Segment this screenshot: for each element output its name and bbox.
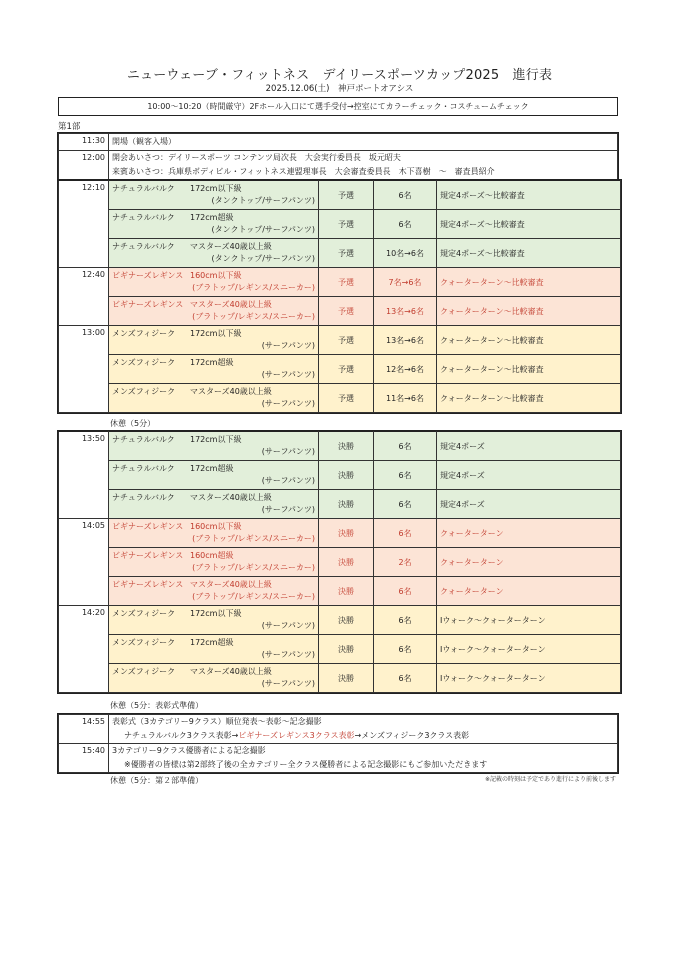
description-line: 開会あいさつ：デイリースポーツ コンテンツ局次長 大会実行委員長 坂元昭夫: [112, 153, 401, 162]
count-cell: 13名→6名: [374, 326, 437, 355]
class-name: 160cm以下級: [190, 522, 242, 531]
count-cell: 6名: [374, 606, 437, 635]
time-cell: 12:10: [59, 181, 109, 268]
schedule-row: [59, 210, 621, 239]
note-cell: クォーターターン〜比較審査: [437, 297, 621, 326]
category-name: メンズフィジーク: [112, 387, 176, 396]
schedule-row: [59, 635, 621, 664]
count-cell: 6名: [374, 490, 437, 519]
schedule-row: [59, 461, 621, 490]
note-cell: クォーターターン〜比較審査: [437, 326, 621, 355]
category-cell: [109, 519, 319, 548]
class-name: マスターズ40歳以上級: [190, 667, 272, 676]
category-name: メンズフィジーク: [112, 609, 176, 618]
category-line: [112, 386, 315, 398]
note-cell: クォーターターン: [437, 577, 621, 606]
attire: (サーフパンツ): [261, 621, 315, 630]
class-name: マスターズ40歳以上級: [190, 387, 272, 396]
attire: (サーフパンツ): [261, 505, 315, 514]
time-cell: 14:20: [59, 606, 109, 693]
description-part: ※優勝者の皆様は第2部終了後の全カテゴリー全クラス優勝者による記念撮影にもご参加いただきます: [124, 760, 488, 769]
page-title: ニューウェーブ・フィットネス デイリースポーツカップ2025 進行表: [126, 68, 553, 83]
count-cell: 6名: [374, 577, 437, 606]
stage-cell: 予選: [319, 239, 374, 268]
note-cell: 規定4ポーズ〜比較審査: [437, 181, 621, 210]
category-line: [112, 270, 315, 282]
note-cell: クォーターターン〜比較審査: [437, 268, 621, 297]
category-line: [112, 637, 315, 649]
description-cell: [109, 744, 618, 773]
description-line: 表彰式（3カテゴリー9クラス）順位発表〜表彰〜記念撮影: [112, 717, 322, 726]
count-cell: 12名→6名: [374, 355, 437, 384]
note-cell: クォーターターン〜比較審査: [437, 384, 621, 413]
category-name: メンズフィジーク: [112, 358, 176, 367]
time-cell: 11:30: [59, 134, 109, 151]
time-cell: 13:00: [59, 326, 109, 413]
attire: (サーフパンツ): [261, 341, 315, 350]
schedule-row: [59, 355, 621, 384]
attire: (ブラトップ/レギンス/スニーカー): [192, 592, 315, 601]
category-cell: [109, 461, 319, 490]
attire: (サーフパンツ): [261, 679, 315, 688]
time-cell: 14:55: [59, 715, 109, 744]
schedule-row: [59, 297, 621, 326]
opening-row: [59, 134, 618, 151]
schedule-row: [59, 606, 621, 635]
note-cell: 規定4ポーズ: [437, 432, 621, 461]
class-name: 172cm以下級: [190, 435, 242, 444]
category-cell: [109, 268, 319, 297]
attire: (ブラトップ/レギンス/スニーカー): [192, 312, 315, 321]
category-cell: [109, 297, 319, 326]
note-cell: Iウォーク〜クォーターターン: [437, 635, 621, 664]
schedule-row: [59, 432, 621, 461]
class-name: 172cm超級: [190, 213, 234, 222]
note-cell: クォーターターン: [437, 548, 621, 577]
stage-cell: 決勝: [319, 490, 374, 519]
category-line: [112, 666, 315, 678]
stage-cell: 予選: [319, 355, 374, 384]
count-cell: 10名→6名: [374, 239, 437, 268]
event-date-venue: 2025.12.06(土) 神戸ポートオアシス: [265, 84, 414, 94]
class-name: 172cm超級: [190, 464, 234, 473]
category-line: [112, 299, 315, 311]
schedule-row: [59, 490, 621, 519]
category-cell: [109, 432, 319, 461]
count-cell: 7名→6名: [374, 268, 437, 297]
category-line: [112, 183, 315, 195]
class-name: 160cm以下級: [190, 271, 242, 280]
description-subline: [112, 729, 614, 743]
stage-cell: 決勝: [319, 577, 374, 606]
attire: (サーフパンツ): [261, 370, 315, 379]
category-name: ビギナーズレギンス: [112, 522, 184, 531]
category-name: ナチュラルバルク: [112, 493, 175, 502]
schedule-row: [59, 239, 621, 268]
category-name: ナチュラルバルク: [112, 435, 175, 444]
category-name: ナチュラルバルク: [112, 184, 175, 193]
description-subline: [112, 758, 614, 772]
category-cell: [109, 664, 319, 693]
count-cell: 2名: [374, 548, 437, 577]
stage-cell: 予選: [319, 268, 374, 297]
note-cell: クォーターターン: [437, 519, 621, 548]
category-cell: [109, 548, 319, 577]
stage-cell: 予選: [319, 326, 374, 355]
category-line: [112, 434, 315, 446]
class-name: マスターズ40歳以上級: [190, 493, 272, 502]
category-line: [112, 328, 315, 340]
category-cell: [109, 355, 319, 384]
note-cell: Iウォーク〜クォーターターン: [437, 664, 621, 693]
category-line: [112, 463, 315, 475]
class-name: マスターズ40歳以上級: [190, 300, 272, 309]
count-cell: 6名: [374, 635, 437, 664]
class-name: 172cm超級: [190, 358, 234, 367]
schedule-row: [59, 664, 621, 693]
class-name: 160cm超級: [190, 551, 234, 560]
category-name: ナチュラルバルク: [112, 464, 175, 473]
category-line: [112, 212, 315, 224]
attire: (サーフパンツ): [261, 476, 315, 485]
stage-cell: 決勝: [319, 606, 374, 635]
schedule-row: [59, 268, 621, 297]
time-cell: 12:40: [59, 268, 109, 326]
schedule-row: [59, 181, 621, 210]
category-cell: [109, 210, 319, 239]
note-cell: 規定4ポーズ〜比較審査: [437, 239, 621, 268]
description-cell: [109, 151, 618, 180]
stage-cell: 決勝: [319, 461, 374, 490]
count-cell: 6名: [374, 461, 437, 490]
stage-cell: 予選: [319, 297, 374, 326]
schedule-row: [59, 326, 621, 355]
attire: (ブラトップ/レギンス/スニーカー): [192, 563, 315, 572]
description-line: 来賓あいさつ：兵庫県ボディビル・フィットネス連盟理事長 大会審査委員長 木下喜樹 〜 審査員紹介: [112, 167, 495, 176]
category-line: [112, 357, 315, 369]
class-name: 172cm以下級: [190, 329, 242, 338]
category-cell: [109, 490, 319, 519]
category-cell: [109, 181, 319, 210]
category-name: ナチュラルバルク: [112, 242, 175, 251]
opening-table: [58, 133, 618, 180]
note-cell: 規定4ポーズ〜比較審査: [437, 210, 621, 239]
category-name: メンズフィジーク: [112, 329, 176, 338]
note-cell: 規定4ポーズ: [437, 461, 621, 490]
category-name: ナチュラルバルク: [112, 213, 175, 222]
count-cell: 13名→6名: [374, 297, 437, 326]
registration-notice: 10:00〜10:20（時間厳守）2Fホール入口にて選手受付→控室にてカラーチェック・コスチュームチェック: [58, 97, 618, 116]
stage-cell: 予選: [319, 210, 374, 239]
opening-row: [59, 151, 618, 180]
class-name: 172cm以下級: [190, 184, 242, 193]
category-cell: [109, 384, 319, 413]
prelim-schedule-table: [58, 180, 621, 413]
schedule-row: [59, 548, 621, 577]
section-label: 第1部: [58, 122, 81, 132]
time-cell: 12:00: [59, 151, 109, 180]
category-name: ビギナーズレギンス: [112, 271, 184, 280]
attire: (ブラトップ/レギンス/スニーカー): [192, 534, 315, 543]
category-line: [112, 241, 315, 253]
count-cell: 6名: [374, 210, 437, 239]
category-cell: [109, 577, 319, 606]
attire: (ブラトップ/レギンス/スニーカー): [192, 283, 315, 292]
break-1: 休憩（5分）: [110, 419, 156, 428]
class-name: マスターズ40歳以上級: [190, 242, 272, 251]
stage-cell: 決勝: [319, 664, 374, 693]
count-cell: 6名: [374, 432, 437, 461]
category-cell: [109, 606, 319, 635]
stage-cell: 予選: [319, 384, 374, 413]
count-cell: 6名: [374, 664, 437, 693]
time-cell: 14:05: [59, 519, 109, 606]
note-cell: Iウォーク〜クォーターターン: [437, 606, 621, 635]
class-name: マスターズ40歳以上級: [190, 580, 272, 589]
count-cell: 6名: [374, 519, 437, 548]
attire: (サーフパンツ): [261, 650, 315, 659]
category-line: [112, 550, 315, 562]
awards-table: [58, 714, 618, 773]
category-cell: [109, 635, 319, 664]
description-cell: [109, 715, 618, 744]
stage-cell: 予選: [319, 181, 374, 210]
footnote: ※記載の時刻は予定であり進行により前後します: [484, 776, 616, 783]
stage-cell: 決勝: [319, 519, 374, 548]
category-line: [112, 579, 315, 591]
awards-row: [59, 744, 618, 773]
class-name: 172cm以下級: [190, 609, 242, 618]
time-cell: 13:50: [59, 432, 109, 519]
description-line: 開場（観客入場）: [112, 137, 176, 146]
category-name: ビギナーズレギンス: [112, 300, 184, 309]
category-line: [112, 521, 315, 533]
category-line: [112, 492, 315, 504]
category-line: [112, 608, 315, 620]
description-line: 3カテゴリー9クラス優勝者による記念撮影: [112, 746, 266, 755]
attire: (タンクトップ/サーフパンツ): [211, 196, 315, 205]
note-cell: クォーターターン〜比較審査: [437, 355, 621, 384]
break-3: 休憩（5分：第２部準備）: [110, 776, 204, 785]
attire: (タンクトップ/サーフパンツ): [211, 225, 315, 234]
count-cell: 6名: [374, 181, 437, 210]
stage-cell: 決勝: [319, 548, 374, 577]
description-part: ナチュラルバルク3クラス表彰→: [124, 731, 239, 740]
description-part: ビギナーズレギンス3クラス表彰: [238, 731, 355, 740]
awards-row: [59, 715, 618, 744]
time-cell: 15:40: [59, 744, 109, 773]
break-2: 休憩（5分：表彰式準備）: [110, 701, 204, 710]
attire: (サーフパンツ): [261, 399, 315, 408]
category-cell: [109, 239, 319, 268]
schedule-row: [59, 577, 621, 606]
attire: (タンクトップ/サーフパンツ): [211, 254, 315, 263]
schedule-row: [59, 384, 621, 413]
stage-cell: 決勝: [319, 635, 374, 664]
class-name: 172cm超級: [190, 638, 234, 647]
category-name: ビギナーズレギンス: [112, 580, 184, 589]
description-cell: [109, 134, 618, 151]
schedule-row: [59, 519, 621, 548]
category-name: ビギナーズレギンス: [112, 551, 184, 560]
final-schedule-table: [58, 431, 621, 693]
category-cell: [109, 326, 319, 355]
description-part: →メンズフィジーク3クラス表彰: [354, 731, 470, 740]
stage-cell: 決勝: [319, 432, 374, 461]
category-name: メンズフィジーク: [112, 667, 176, 676]
count-cell: 11名→6名: [374, 384, 437, 413]
attire: (サーフパンツ): [261, 447, 315, 456]
note-cell: 規定4ポーズ: [437, 490, 621, 519]
category-name: メンズフィジーク: [112, 638, 176, 647]
